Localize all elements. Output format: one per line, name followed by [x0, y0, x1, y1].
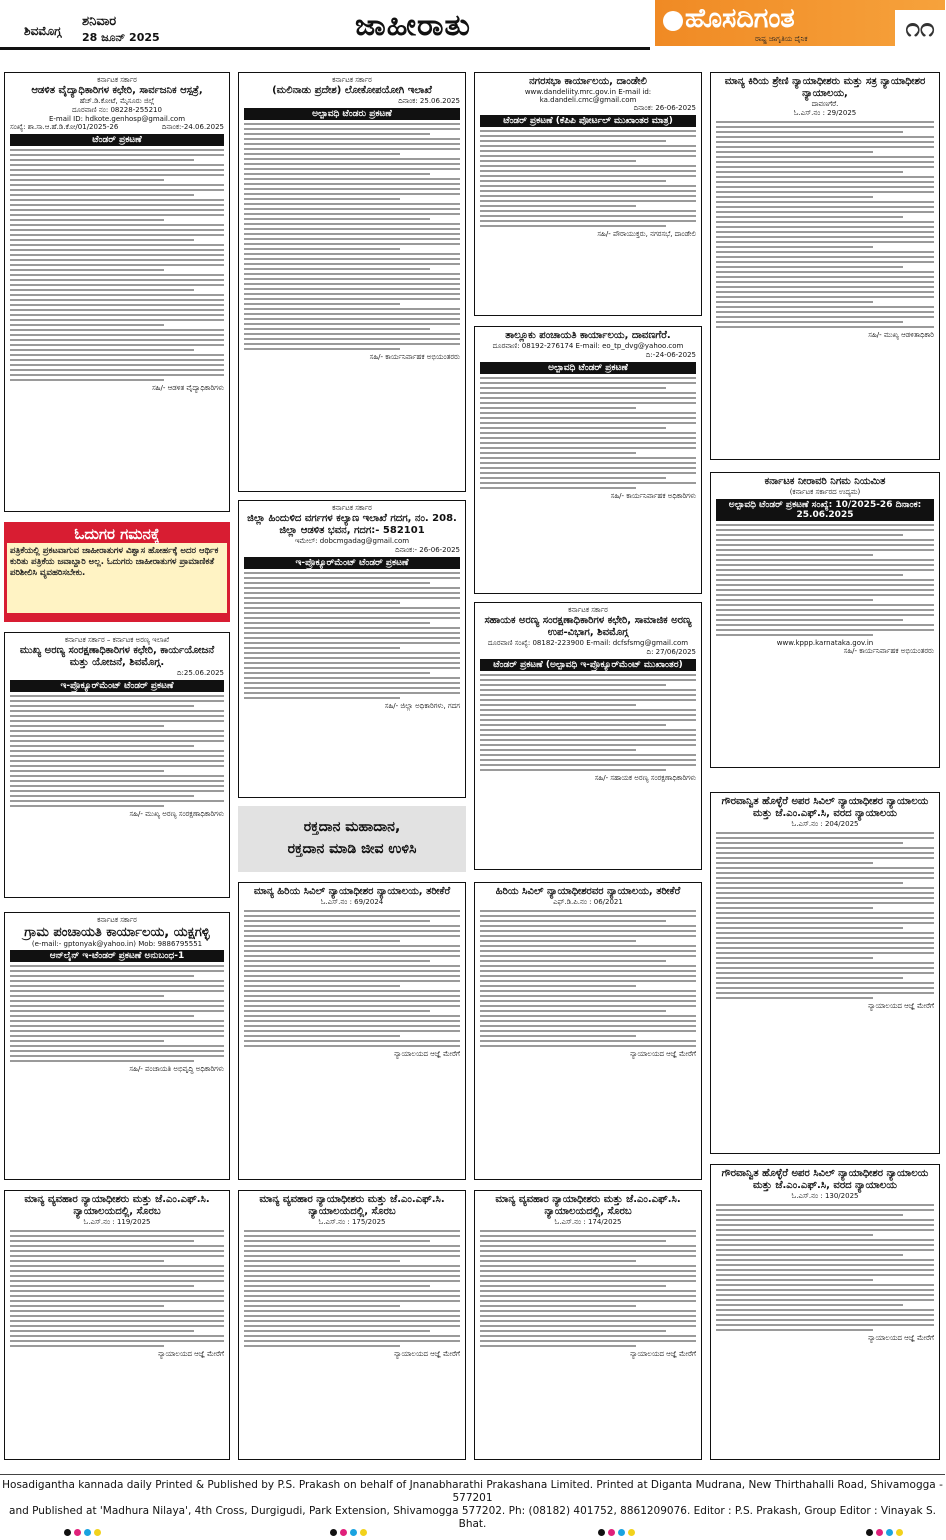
ad-signature: ನ್ಯಾಯಾಲಯದ ಆಜ್ಞೆ ಮೇರೆಗೆ [158, 1350, 224, 1358]
ad-phone: ದೂರವಾಣಿ ನಂ: 08228-255210 [72, 106, 162, 114]
ad-office: ಗೌರವಾನ್ವಿತ ಹೊಳ್ಳೆರೆ ಅಪರ ಸಿವಿಲ್ ನ್ಯಾಯಾಧೀಶರ ನ್ಯಾಯಾಲಯ ಮತ್ತು ಜೆ.ಎಂ.ಎಫ್.ಸಿ, ವರದ ನ್ಯಾಯಾಲಯ [721, 796, 929, 819]
notice-title: ಓದುಗರ ಗಮನಕ್ಕೆ [7, 525, 227, 543]
ad-court-soraba-119 [4, 1190, 230, 1460]
ad-ref: ಓ.ಎಸ್.ನಂ : 119/2025 [83, 1218, 151, 1226]
registration-dots [330, 1521, 410, 1531]
ad-band: ಆನ್‌ಲೈನ್ ಇ-ಟೆಂಡರ್ ಪ್ರಕಟಣೆ ಅನುಬಂಧ-1 [10, 950, 224, 962]
ad-dandeli-cmc [474, 72, 702, 316]
ad-gov: ಕರ್ನಾಟಕ ಸರ್ಕಾರ [332, 76, 372, 84]
ad-signature: ಸಹಿ/- ಕಾರ್ಯನಿರ್ವಾಹಕ ಅಧಿಕಾರಿಗಳು [610, 492, 696, 500]
ad-court-davanagere [710, 72, 940, 460]
ad-address: (ಕರ್ನಾಟಕ ಸರ್ಕಾರದ ಉದ್ಯಮ) [789, 488, 861, 496]
ad-ref: ದಿ: 27/06/2025 [646, 648, 696, 656]
registration-dots [866, 1521, 946, 1531]
ad-office: ಸಹಾಯಕ ಅರಣ್ಯ ಸಂರಕ್ಷಣಾಧಿಕಾರಿಗಳ ಕಛೇರಿ, ಸಾಮಾಜಿಕ ಅರಣ್ಯ ಉಪ-ವಿಭಾಗ, ಶಿವಮೊಗ್ಗ [484, 615, 692, 638]
brand-logo-block [655, 0, 945, 46]
ad-office: ಗೌರವಾನ್ವಿತ ಹೊಳ್ಳೆರೆ ಅಪರ ಸಿವಿಲ್ ನ್ಯಾಯಾಧೀಶರ ನ್ಯಾಯಾಲಯ ಮತ್ತು ಜೆ.ಎಂ.ಎಫ್.ಸಿ, ವರದ ನ್ಯಾಯಾಲಯ [721, 1168, 929, 1191]
ad-irrigation-corp [710, 472, 940, 768]
ad-signature: ನ್ಯಾಯಾಲಯದ ಆಜ್ಞೆ ಮೇರೆಗೆ [868, 1002, 934, 1010]
ad-office: ಮಾನ್ಯ ವ್ಯವಹಾರ ನ್ಯಾಯಾಧೀಶರು ಮತ್ತು ಜೆ.ಎಂ.ಎಫ್.ಸಿ. ನ್ಯಾಯಾಲಯದಲ್ಲಿ, ಸೊರಬ [259, 1194, 445, 1217]
ad-ref: ದಿನಾಂಕ: 25.06.2025 [398, 97, 460, 105]
ad-signature: ಸಹಿ/- ಪಂಚಾಯತಿ ಅಭಿವೃದ್ಧಿ ಅಧಿಕಾರಿಗಳು [129, 1065, 224, 1073]
ad-band: ಅಲ್ಪಾವಧಿ ಟೆಂಡರ್ ಪ್ರಕಟಣೆ ಸಂಖ್ಯೆ: 10/2025-26 ದಿನಾಂಕ: 25.06.2025 [716, 499, 934, 521]
imprint-line-1: Hosadigantha kannada daily Printed & Published by P.S. Prakash on behalf of Jnanabharathi Prakashana Limited. Printed at Diganta Mudrana, New Thirthahalli Road, Shivamogga - 577201 [2, 1479, 943, 1504]
ad-office: ಆಡಳಿತ ವೈದ್ಯಾಧಿಕಾರಿಗಳ ಕಛೇರಿ, ಸಾರ್ವಜನಿಕ ಆಸ್ಪತ್ರೆ, [31, 85, 203, 96]
blood-line-1: ರಕ್ತದಾನ ಮಹಾದಾನ, [303, 819, 401, 835]
ad-ref: ಓ.ಎಸ್.ನಂ : 69/2024 [320, 898, 384, 906]
ad-gov: ಕರ್ನಾಟಕ ಸರ್ಕಾರ [97, 76, 137, 84]
ad-office: ಮಾನ್ಯ ಹಿರಿಯ ಸಿವಿಲ್ ನ್ಯಾಯಾಧೀಶರ ನ್ಯಾಯಾಲಯ, ತರೀಕೆರೆ [253, 886, 451, 897]
ad-office: (ಮಲಿನಾಡು ಪ್ರದೇಶ) ಲೋಕೋಪಯೋಗಿ ಇಲಾಖೆ [272, 85, 432, 96]
blood-donation-banner [238, 806, 466, 872]
ad-office: ಕರ್ನಾಟಕ ನೀರಾವರಿ ನಿಗಮ ನಿಯಮಿತ [764, 476, 886, 487]
ad-office: ಮಾನ್ಯ ವ್ಯವಹಾರ ನ್ಯಾಯಾಧೀಶರು ಮತ್ತು ಜೆ.ಎಂ.ಎಫ್.ಸಿ. ನ್ಯಾಯಾಲಯದಲ್ಲಿ, ಸೊರಬ [495, 1194, 681, 1217]
ad-address: www.dandeliity.mrc.gov.in E-mail id: ka.dandeli.cmc@gmail.com [524, 88, 652, 104]
ad-address: ಹೆಚ್.ಡಿ.ಕೋಟೆ, ಮೈಸೂರು ಜಿಲ್ಲೆ [79, 97, 155, 105]
registration-dots [598, 1521, 678, 1531]
ad-office: ಮಾನ್ಯ ವ್ಯವಹಾರ ನ್ಯಾಯಾಧೀಶರು ಮತ್ತು ಜೆ.ಎಂ.ಎಫ್.ಸಿ. ನ್ಯಾಯಾಲಯದಲ್ಲಿ, ಸೊರಬ [24, 1194, 210, 1217]
ad-forest-planning [4, 632, 230, 898]
ad-ref: ಓ.ಎಸ್.ನಂ : 130/2025 [791, 1192, 859, 1200]
ad-ref: ಓ.ಎಸ್.ನಂ : 29/2025 [793, 109, 857, 117]
ad-link: www.kppp.karnataka.gov.in [776, 639, 874, 647]
ad-office: ಮುಖ್ಯ ಅರಣ್ಯ ಸಂರಕ್ಷಣಾಧಿಕಾರಿಗಳ ಕಛೇರಿ, ಕಾರ್ಯಯೋಜನೆ ಮತ್ತು ಯೋಜನೆ, ಶಿವಮೊಗ್ಗ. [19, 645, 215, 668]
ad-address: ದಾವಣಗೆರೆ. [811, 100, 839, 108]
ad-signature: ಸಹಿ/- ಆಡಳಿತ ವೈದ್ಯಾಧಿಕಾರಿಗಳು [151, 384, 224, 392]
ad-ref: ದಿನಾಂಕ: 26-06-2025 [633, 104, 696, 112]
ad-ref: ಓ.ಎಸ್.ನಂ : 204/2025 [791, 820, 859, 828]
ad-office: ಗ್ರಾಮ ಪಂಚಾಯತಿ ಕಾರ್ಯಾಲಯ, ಯಕ್ಷಗಳ್ಳಿ [24, 925, 210, 940]
ad-email: E-mail ID: hdkote.genhosp@gmail.com [48, 115, 186, 123]
ad-ref: ಸಂಖ್ಯೆ: ಶಾ.ಸಾ.ಆ.ಹೆ.ಡಿ.ಕೋ/01/2025-26 ದಿನಾಂಕ:-24.06.2025 [10, 123, 224, 131]
lamp-icon [663, 11, 683, 31]
ad-gov: ಕರ್ನಾಟಕ ಸರ್ಕಾರ [97, 916, 137, 924]
ad-signature: ಸಹಿ/- ಪೌರಾಯುಕ್ತರು, ನಗರಸಭೆ, ದಾಂಡೇಲಿ [597, 230, 696, 238]
ad-gov: ಕರ್ನಾಟಕ ಸರ್ಕಾರ – ಕರ್ನಾಟಕ ಅರಣ್ಯ ಇಲಾಖೆ [64, 636, 170, 644]
ad-ref: ದಿ:25.06.2025 [177, 669, 224, 677]
imprint-footer [0, 1474, 945, 1530]
imprint-line-2: and Published at 'Madhura Nilaya', 4th Cross, Durgigudi, Park Extension, Shivamogga 577202. Ph: (08182) 401752, 8861209076. Editor : P.S. Prakash, Group Editor : Vinayak S. Bhat. [9, 1505, 936, 1530]
ad-hospital-tender [4, 72, 230, 512]
ad-signature: ಸಹಿ/- ಜಿಲ್ಲಾ ಅಧಿಕಾರಿಗಳು, ಗದಗ [384, 702, 460, 710]
ad-ref: ದಿನಾಂಕ:- 26-06-2025 [395, 546, 460, 554]
ad-signature: ನ್ಯಾಯಾಲಯದ ಆಜ್ಞೆ ಮೇರೆಗೆ [394, 1050, 460, 1058]
ad-signature: ಸಹಿ/- ಮುಖ್ಯ ಅರಣ್ಯ ಸಂರಕ್ಷಣಾಧಿಕಾರಿಗಳು [129, 810, 224, 818]
ad-band: ಇ-ಪ್ರೊಕ್ಯೂರ್‌ಮೆಂಟ್ ಟೆಂಡರ್ ಪ್ರಕಟಣೆ [10, 680, 224, 692]
ad-body [10, 149, 224, 381]
ad-signature: ನ್ಯಾಯಾಲಯದ ಆಜ್ಞೆ ಮೇರೆಗೆ [868, 1334, 934, 1342]
date-label: 28 ಜೂನ್ 2025 [82, 31, 160, 44]
registration-dots [64, 1521, 144, 1531]
ad-ref: ಓ.ಎಸ್.ನಂ : 174/2025 [554, 1218, 622, 1226]
ad-band: ಅಲ್ಪಾವಧಿ ಟೆಂಡರ್ ಪ್ರಕಟಣೆ [480, 362, 696, 374]
ad-gram-panchayat [4, 912, 230, 1180]
ad-court-soraba-175 [238, 1190, 466, 1460]
ad-office: ತಾಲ್ಲೂಕು ಪಂಚಾಯತಿ ಕಾರ್ಯಾಲಯ, ದಾವಣಗೆರೆ. [505, 330, 671, 341]
ad-office: ಮಾನ್ಯ ಕಿರಿಯ ಶ್ರೇಣಿ ನ್ಯಾಯಾಧೀಶರು ಮತ್ತು ಸತ್ರ ನ್ಯಾಯಾಧೀಶರ ನ್ಯಾಯಾಲಯ, [724, 76, 926, 99]
ad-court-tarikere-69 [238, 882, 466, 1180]
ad-signature: ನ್ಯಾಯಾಲಯದ ಆಜ್ಞೆ ಮೇರೆಗೆ [394, 1350, 460, 1358]
blood-line-2: ರಕ್ತದಾನ ಮಾಡಿ ಜೀವ ಉಳಿಸಿ [287, 841, 417, 857]
day-label: ಶನಿವಾರ [82, 14, 117, 29]
brand-tagline: ರಾಷ್ಟ್ರ ಜಾಗೃತಿಯ ದೈನಿಕ [755, 35, 808, 43]
ad-signature: ಸಹಿ/- ಮುಖ್ಯ ಆಡಳಿತಾಧಿಕಾರಿ [868, 331, 934, 339]
ad-band: ಟೆಂಡರ್ ಪ್ರಕಟಣೆ [10, 134, 224, 146]
ad-signature: ಸಹಿ/- ಕಾರ್ಯನಿರ್ವಾಹಕ ಅಭಿಯಂತರರು [843, 647, 934, 655]
ad-office: ಜಿಲ್ಲಾ ಹಿಂದುಳಿದ ವರ್ಗಗಳ ಕಲ್ಯಾಣ ಇಲಾಖೆ ಗದಗ, ನಂ. 208. ಜಿಲ್ಲಾ ಆಡಳಿತ ಭವನ, ಗದಗ:- 582101 [247, 513, 457, 536]
ad-court-holalkere-204 [710, 792, 940, 1154]
ad-signature: ಸಹಿ/- ಸಹಾಯಕ ಅರಣ್ಯ ಸಂರಕ್ಷಣಾಧಿಕಾರಿಗಳು [594, 774, 696, 782]
page-number: ೧೧ [895, 10, 945, 46]
ad-taluk-panchayat [474, 326, 702, 594]
ad-office: ಹಿರಿಯ ಸಿವಿಲ್ ನ್ಯಾಯಾಧೀಶರವರ ನ್ಯಾಯಾಲಯ, ತರೀಕೆರೆ [495, 886, 681, 897]
ad-email: ಇಮೇಲ್: dobcmgadag@gmail.com [294, 537, 410, 545]
ad-phone: ದೂರವಾಣಿ: 08192-276174 E-mail: eo_tp_dvg@yahoo.com [492, 342, 684, 350]
section-title: ಜಾಹೀರಾತು [355, 8, 471, 43]
notice-body: ಪತ್ರಿಕೆಯಲ್ಲಿ ಪ್ರಕಟವಾಗುವ ಜಾಹೀರಾತುಗಳ ವಿಶ್ವಾಸ ಹೋರ್ಹಕ್ಕೆ ಅದರ ಆರ್ಥಿಕ ಕುರಿತು ಪತ್ರಿಕೆಯ ಜವಾಬ್ದಾರಿ ಅಲ್ಲ. ಓದುಗರು ಜಾಹೀರಾತುಗಳ ಪ್ರಾಮಾಣಿಕತೆ ಪರಿಶೀಲಿಸಿ ವ್ಯವಹರಿಸಬೇಕು. [10, 546, 219, 578]
ad-email: (e-mail:- gptonyak@yahoo.in) Mob: 9886795551 [31, 940, 203, 948]
ad-band: ಟೆಂಡರ್ ಪ್ರಕಟಣೆ (ಕೆಪಿಪಿ ಪೋರ್ಟಲ್ ಮುಖಾಂತರ ಮಾತ್ರ) [480, 115, 696, 127]
ad-gov: ಕರ್ನಾಟಕ ಸರ್ಕಾರ [332, 504, 372, 512]
ad-social-forestry [474, 602, 702, 870]
ad-band: ಅಲ್ಪಾವಧಿ ಟೆಂಡರು ಪ್ರಕಟಣೆ [244, 108, 460, 120]
city-label: ಶಿವಮೊಗ್ಗ [24, 24, 62, 38]
ad-office: ನಗರಸಭಾ ಕಾರ್ಯಾಲಯ, ದಾಂಡೇಲಿ [529, 76, 647, 87]
ad-band: ಟೆಂಡರ್ ಪ್ರಕಟಣೆ (ಅಲ್ಪಾವಧಿ ಇ-ಪ್ರೊಕ್ಯೂರ್‌ಮೆಂಟ್ ಮುಖಾಂತರ) [480, 659, 696, 671]
ad-signature: ನ್ಯಾಯಾಲಯದ ಆಜ್ಞೆ ಮೇರೆಗೆ [630, 1050, 696, 1058]
ad-signature: ಸಹಿ/- ಕಾರ್ಯನಿರ್ವಾಹಕ ಅಭಿಯಂತರರು [369, 353, 460, 361]
ad-ref: ಎಫ್.ಡಿ.ಪಿ.ನಂ : 06/2021 [553, 898, 623, 906]
ad-band: ಇ-ಪ್ರೊಕ್ಯೂರ್‌ಮೆಂಟ್ ಟೆಂಡರ್ ಪ್ರಕಟಣೆ [244, 557, 460, 569]
ad-ref: ದಿ:-24-06-2025 [645, 351, 696, 359]
masthead-bar [0, 0, 650, 50]
readers-notice [4, 522, 230, 622]
ad-signature: ನ್ಯಾಯಾಲಯದ ಆಜ್ಞೆ ಮೇರೆಗೆ [630, 1350, 696, 1358]
ad-court-holalkere-130 [710, 1164, 940, 1460]
brand-name: ಹೊಸದಿಗಂತ [685, 3, 795, 34]
ad-ref: ಓ.ಎಸ್.ನಂ : 175/2025 [318, 1218, 386, 1226]
ad-gov: ಕರ್ನಾಟಕ ಸರ್ಕಾರ [568, 606, 608, 614]
ad-backward-classes [238, 500, 466, 798]
ad-pwd-tender [238, 72, 466, 492]
ad-phone: ದೂರವಾಣಿ ಸಂಖ್ಯೆ: 08182-223900 E-mail: dcfsfsmg@gmail.com [487, 639, 689, 647]
ad-court-soraba-174 [474, 1190, 702, 1460]
ad-court-tarikere-fdp [474, 882, 702, 1180]
